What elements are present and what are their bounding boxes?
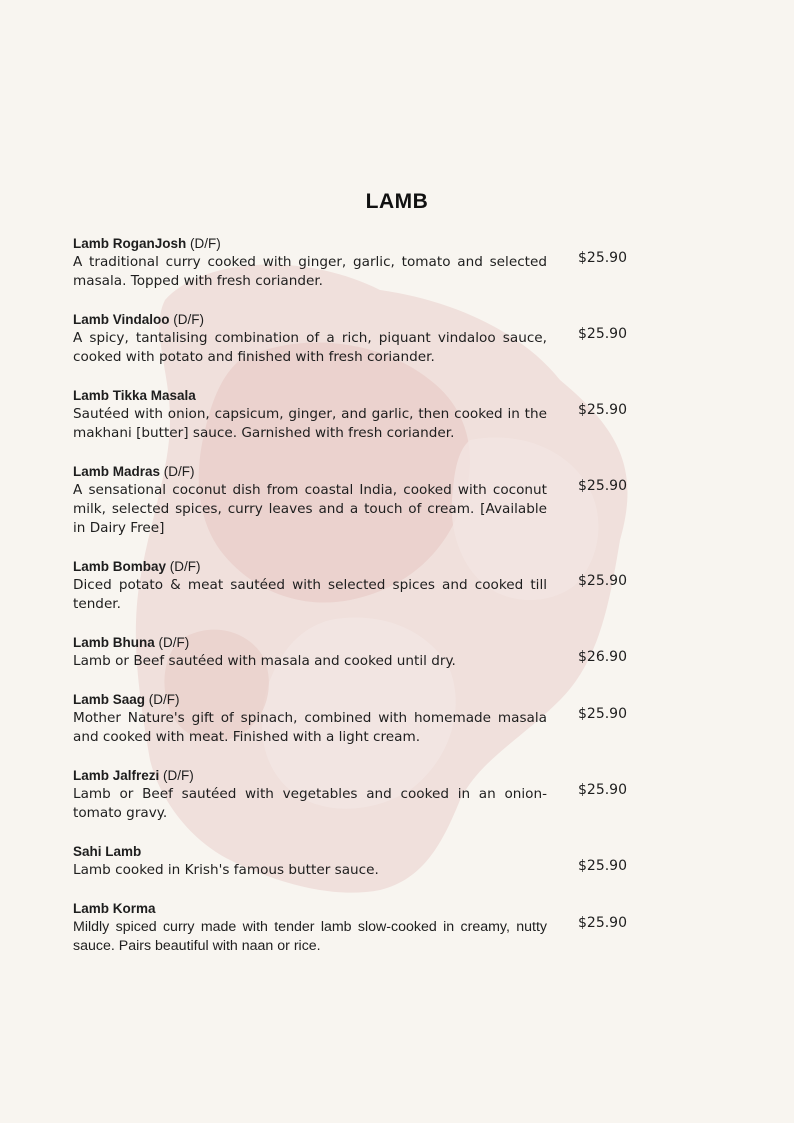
menu-item [73,558,633,614]
item-description: Sautéed with onion, capsicum, ginger, and garlic, then cooked in the makhani [butter] sauce. Garnished with fresh coriander. [73,406,547,441]
item-price: $25.90 [578,915,627,931]
item-name: Sahi Lamb [73,844,142,859]
menu-item [73,767,633,823]
item-description: Mother Nature's gift of spinach, combined with homemade masala and cooked with meat. Finished with a light cream. [73,710,547,745]
menu-item [73,634,633,671]
item-description: A traditional curry cooked with ginger, garlic, tomato and selected masala. Topped with fresh coriander. [73,254,547,289]
item-tag: (D/F) [158,635,190,650]
menu-item [73,843,633,880]
item-price: $25.90 [578,706,627,722]
item-tag: (D/F) [169,559,201,574]
menu-item [73,900,633,956]
item-description: A sensational coconut dish from coastal India, cooked with coconut milk, selected spices, curry leaves and a touch of cream. [Available in Dairy Free] [73,482,547,536]
item-description: Lamb or Beef sautéed with vegetables and cooked in an onion-tomato gravy. [73,786,547,821]
item-name: Lamb Vindaloo [73,312,170,327]
item-tag: (D/F) [173,312,205,327]
item-tag: (D/F) [163,464,195,479]
item-name: Lamb Madras [73,464,161,479]
item-price: $25.90 [578,250,627,266]
item-description: Mildly spiced curry made with tender lamb slow-cooked in creamy, nutty sauce. Pairs beautiful with naan or rice. [73,919,547,954]
item-price: $26.90 [578,649,627,665]
item-name: Lamb Jalfrezi [73,768,160,783]
item-name: Lamb Saag [73,692,146,707]
item-price: $25.90 [578,478,627,494]
item-description: A spicy, tantalising combination of a rich, piquant vindaloo sauce, cooked with potato and finished with fresh coriander. [73,330,547,365]
menu-item [73,463,633,538]
item-name: Lamb Bombay [73,559,167,574]
item-name: Lamb Bhuna [73,635,155,650]
menu-item [73,235,633,291]
menu-item [73,387,633,443]
item-description: Diced potato & meat sautéed with selected spices and cooked till tender. [73,577,547,612]
item-tag: (D/F) [163,768,194,783]
item-description: Lamb cooked in Krish's famous butter sauce. [73,862,379,878]
item-tag: (D/F) [148,692,180,707]
section-title: LAMB [365,190,429,213]
item-tag: (D/F) [190,236,221,251]
item-name: Lamb Korma [73,901,156,916]
item-price: $25.90 [578,573,627,589]
item-name: Lamb RoganJosh [73,236,187,251]
menu-item [73,311,633,367]
item-name: Lamb Tikka Masala [73,388,196,403]
menu-item [73,691,633,747]
item-price: $25.90 [578,782,627,798]
item-price: $25.90 [578,402,627,418]
item-price: $25.90 [578,858,627,874]
item-price: $25.90 [578,326,627,342]
item-description: Lamb or Beef sautéed with masala and cooked until dry. [73,653,456,669]
